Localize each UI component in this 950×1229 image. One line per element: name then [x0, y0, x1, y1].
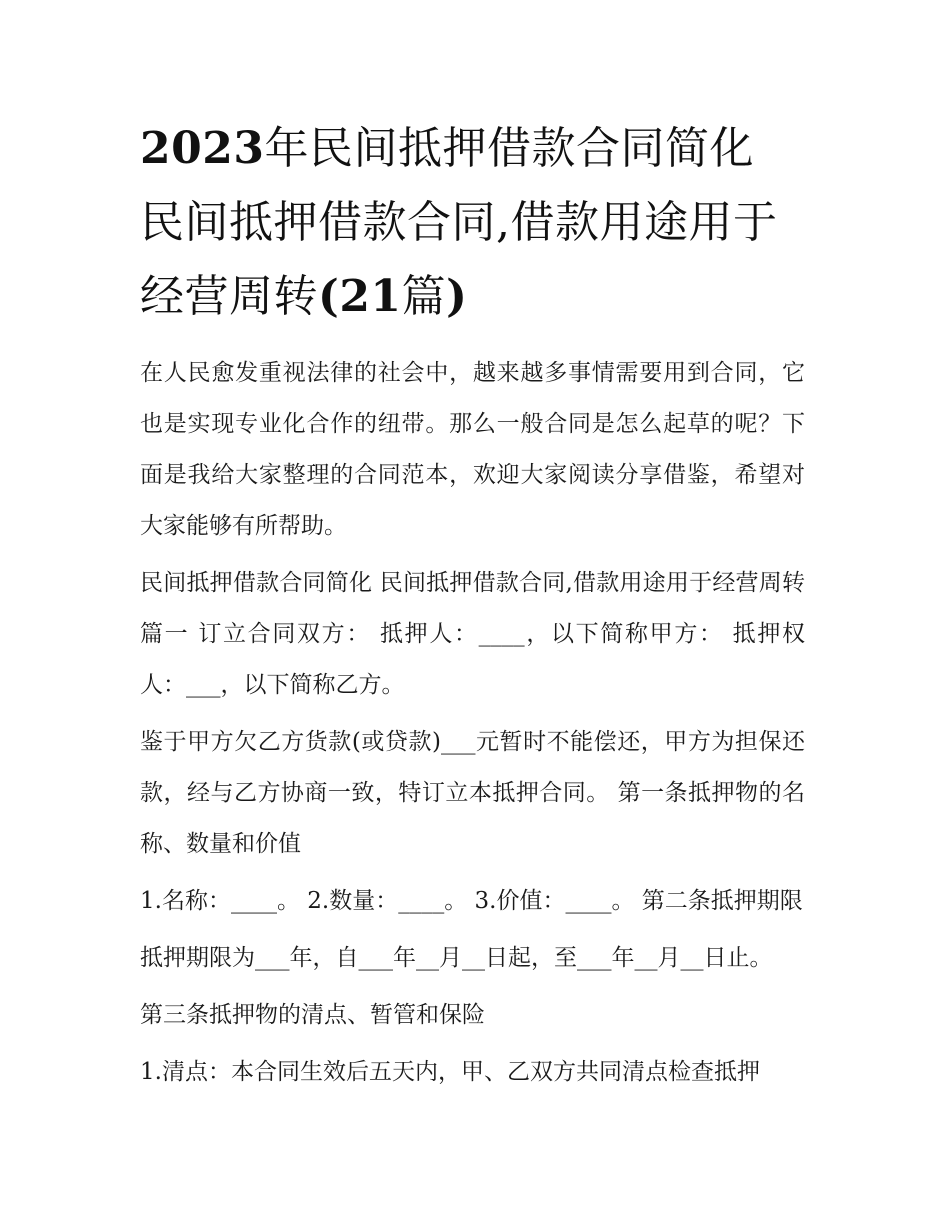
paragraph-collateral-items: 1.名称：____。 2.数量：____。 3.价值：____。 第二条抵押期限: [140, 888, 803, 914]
paragraph-term: 抵押期限为___年，自___年__月__日起，至___年__月__日止。: [140, 945, 773, 971]
document-page: [140, 112, 805, 1104]
paragraph-article-3-heading: 第三条抵押物的清点、暂管和保险: [140, 1002, 485, 1028]
document-title: 2023年民间抵押借款合同简化 民间抵押借款合同,借款用途用于经营周转(21篇): [140, 123, 778, 322]
paragraph-intro: 在人民愈发重视法律的社会中，越来越多事情需要用到合同，它也是实现专业化合作的纽带。那么一般合同是怎么起草的呢？下面是我给大家整理的合同范本，欢迎大家阅读分享借鉴，希望对大家能够有所帮助。: [140, 360, 805, 539]
paragraph-recital: 鉴于甲方欠乙方货款(或贷款)___元暂时不能偿还，甲方为担保还款，经与乙方协商一致，特订立本抵押合同。 第一条抵押物的名称、数量和价值: [140, 729, 805, 857]
paragraph-inventory: 1.清点：本合同生效后五天内，甲、乙双方共同清点检查抵押: [140, 1059, 760, 1085]
paragraph-parties: 民间抵押借款合同简化 民间抵押借款合同,借款用途用于经营周转篇一 订立合同双方： 抵押人：____，以下简称甲方： 抵押权人：___，以下简称乙方。: [140, 570, 805, 698]
